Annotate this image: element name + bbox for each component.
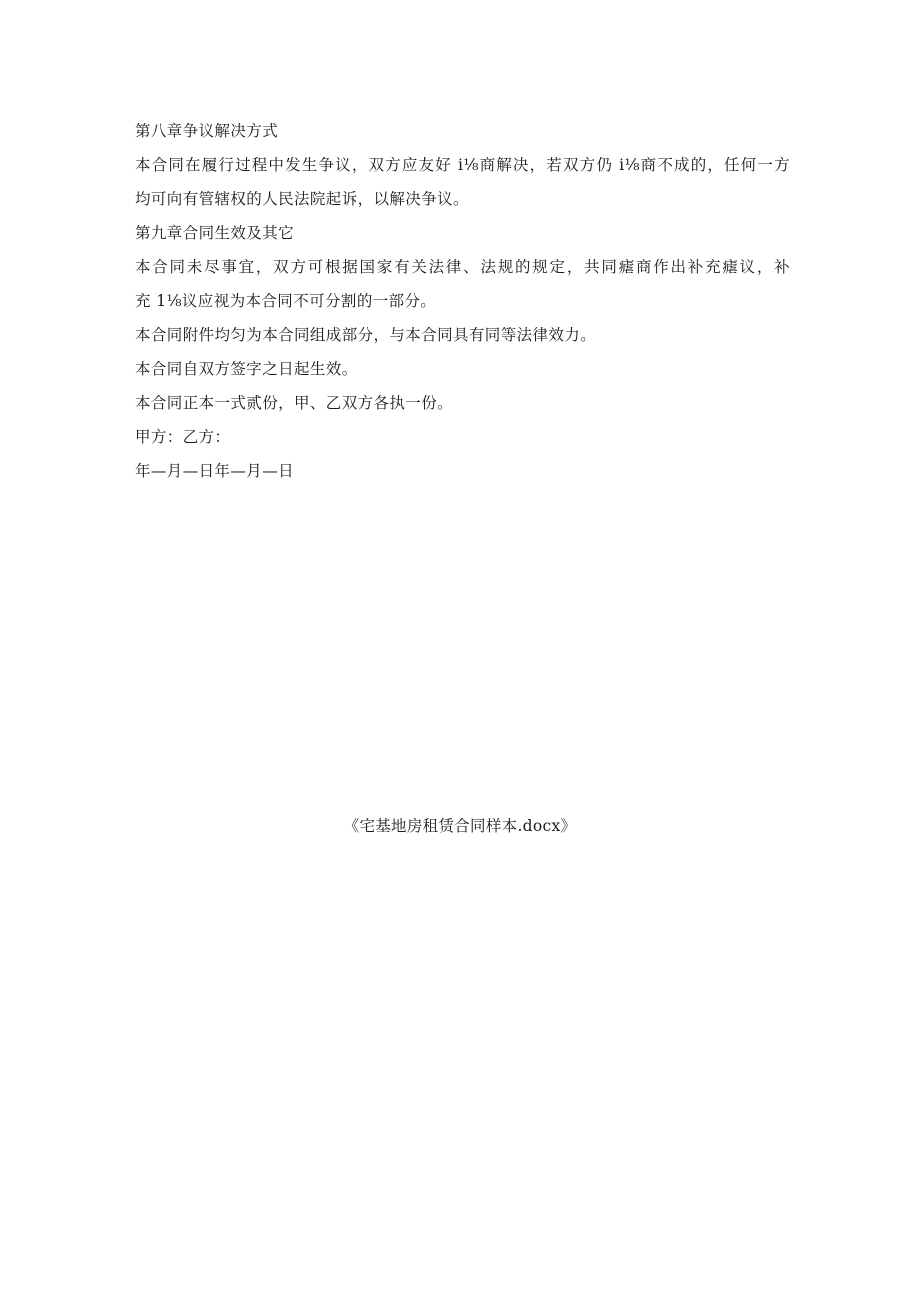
- chapter-8-heading: 第八章争议解决方式: [135, 122, 279, 140]
- signature-dates: 年—月—日年—月—日: [135, 462, 295, 480]
- signature-parties: 甲方：乙方：: [135, 428, 231, 446]
- dispute-paragraph-line-1: 本合同在履行过程中发生争议，双方应友好 i⅛商解决，若双方仍 i⅛商不成的，任何一方: [135, 156, 790, 174]
- document-body: [135, 114, 790, 488]
- dispute-paragraph-line-2: 均可向有管辖权的人民法院起诉，以解决争议。: [135, 190, 469, 208]
- effective-clause: 本合同自双方签字之日起生效。: [135, 360, 358, 378]
- attachment-clause: 本合同附件均匀为本合同组成部分，与本合同具有同等法律效力。: [135, 326, 597, 344]
- document-filename-footer: 《宅基地房租赁合同样本.docx》: [343, 817, 577, 835]
- copies-clause: 本合同正本一式贰份，甲、乙双方各执一份。: [135, 394, 454, 412]
- chapter-9-heading: 第九章合同生效及其它: [135, 224, 295, 242]
- supplement-paragraph-line-2: 充 1⅛议应视为本合同不可分割的一部分。: [135, 292, 437, 310]
- supplement-paragraph-line-1: 本合同未尽事宜，双方可根据国家有关法律、法规的规定，共同瘧商作出补充瘧议，补: [135, 258, 790, 276]
